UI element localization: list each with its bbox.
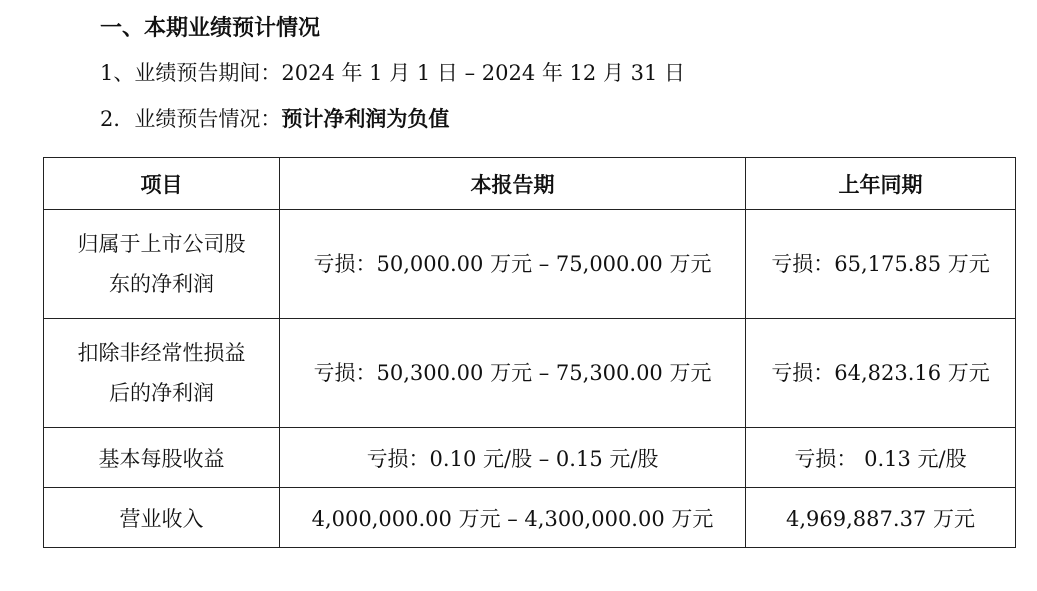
header-previous-period: 上年同期 bbox=[746, 158, 1016, 210]
row-item-label-line2: 东的净利润 bbox=[109, 272, 214, 296]
row-item-label: 营业收入 bbox=[44, 488, 280, 548]
row-previous-value: 亏损：64,823.16 万元 bbox=[746, 319, 1016, 428]
row-item-label-line2: 后的净利润 bbox=[109, 381, 214, 405]
row-current-value: 亏损：0.10 元/股 – 0.15 元/股 bbox=[280, 428, 746, 488]
forecast-period-line: 1、业绩预告期间：2024 年 1 月 1 日 – 2024 年 12 月 31 日 bbox=[100, 61, 686, 85]
section-title: 一、本期业绩预计情况 bbox=[100, 15, 321, 41]
forecast-status-value: 预计净利润为负值 bbox=[281, 106, 450, 131]
table-row bbox=[44, 319, 1016, 428]
row-previous-value: 亏损：65,175.85 万元 bbox=[746, 210, 1016, 319]
row-current-value: 亏损：50,300.00 万元 – 75,300.00 万元 bbox=[280, 319, 746, 428]
forecast-table bbox=[43, 157, 1016, 548]
row-item-label-line1: 扣除非经常性损益 bbox=[77, 341, 246, 365]
header-item: 项目 bbox=[44, 158, 280, 210]
row-current-value: 亏损：50,000.00 万元 – 75,000.00 万元 bbox=[280, 210, 746, 319]
table-header-row bbox=[44, 158, 1016, 210]
row-previous-value: 亏损： 0.13 元/股 bbox=[746, 428, 1016, 488]
row-item-label bbox=[44, 319, 280, 428]
table-row bbox=[44, 210, 1016, 319]
forecast-status-label: 2．业绩预告情况： bbox=[100, 107, 282, 131]
row-previous-value: 4,969,887.37 万元 bbox=[746, 488, 1016, 548]
header-current-period: 本报告期 bbox=[280, 158, 746, 210]
forecast-status-line bbox=[100, 99, 449, 139]
row-item-label-line1: 归属于上市公司股 bbox=[77, 232, 246, 256]
table-row bbox=[44, 428, 1016, 488]
row-item-label: 基本每股收益 bbox=[44, 428, 280, 488]
row-current-value: 4,000,000.00 万元 – 4,300,000.00 万元 bbox=[280, 488, 746, 548]
table-row bbox=[44, 488, 1016, 548]
row-item-label bbox=[44, 210, 280, 319]
